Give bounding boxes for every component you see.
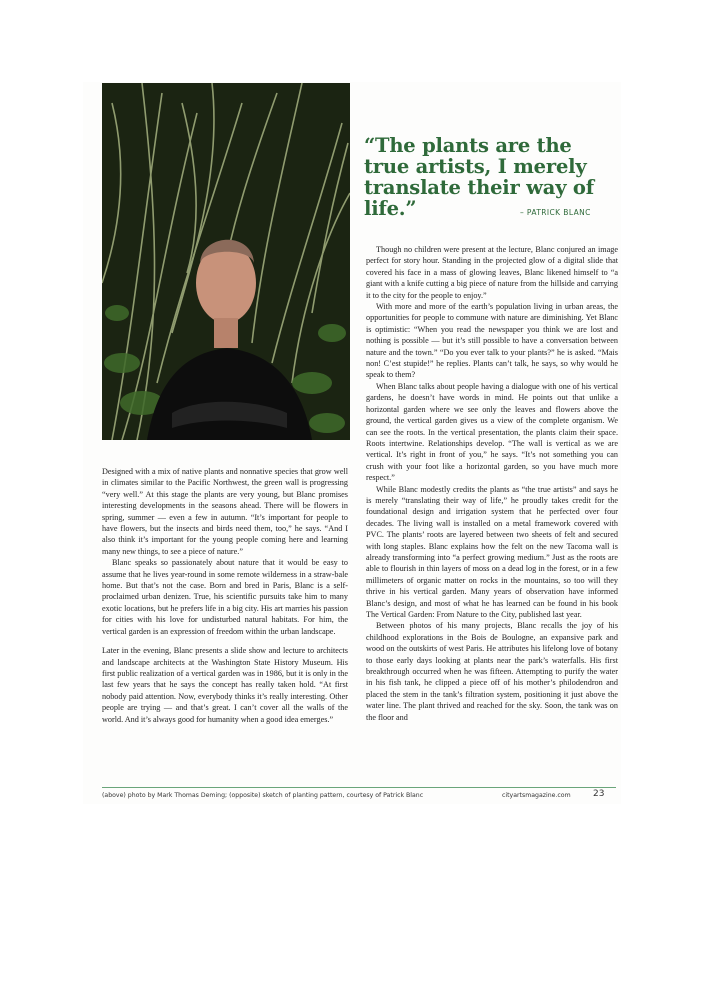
- page-number: 23: [593, 789, 605, 799]
- left-column: [102, 466, 348, 725]
- footer-rule: [102, 787, 616, 788]
- paragraph: With more and more of the earth’s population living in urban areas, the opportunities for people to commune with nature are diminishing. Yet Blanc is optimistic: “When you read the newspaper you think we are lost and nothing is possible — but it’s still possible to have a conversation between nature and the town.” “Do you ever talk to your plants?” he is asked. “Mais non! C’est stupide!” he replies. Plants can’t talk, he says, so why would he speak to them?: [366, 302, 618, 380]
- paragraph: When Blanc talks about people having a dialogue with one of his vertical gardens, he doesn’t have words in mind. He points out that unlike a horizontal garden where we see only the leaves and flowers above the ground, the vertical garden gives us a view of the complete organism. We can see the roots. In the vertical presentation, the plants claim their space. Roots intertwine. Relationships develop. “The wall is vertical as we are vertical. It’s right in front of you,” he says. “It’s not something you can crush with your foot like a horizontal garden, so you have much more respect.”: [366, 381, 618, 483]
- website-link[interactable]: cityartsmagazine.com: [502, 792, 571, 799]
- paragraph: Later in the evening, Blanc presents a slide show and lecture to architects and landscape architects at the Washington State History Museum. His first public realization of a vertical garden was in 1986, but it is only in the last few years that he says the concept has really taken hold. “At first nobody paid attention. Now, everybody thinks it’s really interesting. Other people are trying — and that’s great. I can’t cover all the walls of the world. And it’s always good for humanity when a good idea emerges.”: [102, 646, 348, 724]
- paragraph: Blanc speaks so passionately about nature that it would be easy to assume that he lives year-round in some remote wilderness in a straw-bale home. But that’s not the case. Born and bred in Paris, Blanc is a self-proclaimed urban denizen. True, his scientific pursuits take him to many exotic locations, but he prefers life in a big city. His art marries his passion for cities with his love for undisturbed natural habitats. For him, the vertical garden is an expression of freedom within the urban landscape.: [102, 558, 348, 636]
- paragraph: Between photos of his many projects, Blanc recalls the joy of his childhood explorations in the Bois de Boulogne, an expansive park and wood on the outskirts of west Paris. He attributes his lifelong love of botany to those early days looking at plants near the park’s waterfalls. His first breakthrough occurred when he was fifteen. Attempting to purify the water in his fish tank, he clipped a piece off of his mother’s philodendron and placed the stem in the tank’s filtration system, positioning it just above the water line. The plant thrived and reached for the sky. Soon, the tank was on the floor and: [366, 621, 618, 722]
- portrait-photo: [102, 83, 350, 440]
- portrait-photo-image: [102, 83, 350, 440]
- pull-quote-attribution: – PATRICK BLANC: [520, 208, 591, 217]
- paragraph: Designed with a mix of native plants and nonnative species that grow well in climates similar to the Pacific Northwest, the green wall is progressing “very well.” At this stage the plants are very young, but Blanc promises interesting developments in the seasons ahead. There will be flowers in spring, summer — even a few in autumn. “It’s important for people to have flowers, but the insects and birds need them, too,” he says. “And I also think it’s important for the young people coming here and learning many new things, to see a piece of nature.”: [102, 467, 348, 556]
- paragraph: While Blanc modestly credits the plants as “the true artists” and says he is merely “translating their way of life,” he proudly takes credit for the foundational design and irrigation system that he perfected over four decades. The living wall is installed on a metal framework covered with PVC. The plants’ roots are layered between two sheets of felt and secured with long staples. Blanc explains how the felt on the new Tacoma wall is already transforming into “a perfect growing medium.” Just as the roots are able to flourish in thin layers of moss on a dead log in the forest, or in a few millimeters of organic matter on rocks in the mountains, so too will they thrive in his vertical garden. Many years of observation have informed Blanc’s design, and most of what he has learned can be found in his book The Vertical Garden: From Nature to the City, published last year.: [366, 484, 618, 619]
- paragraph: Though no children were present at the lecture, Blanc conjured an image perfect for story hour. Standing in the projected glow of a digital slide that covered his face in a mass of glowing leaves, Blanc likened himself to “a giant with a knife cutting a big piece of nature from the hillside and carrying it to the city for the people to enjoy.”: [366, 245, 618, 300]
- pull-quote: “The plants are the true artists, I merely translate their way of life.”: [364, 134, 594, 220]
- photo-credit: (above) photo by Mark Thomas Deming; (opposite) sketch of planting pattern, courtesy of Patrick Blanc: [102, 792, 424, 799]
- right-column: [366, 244, 618, 723]
